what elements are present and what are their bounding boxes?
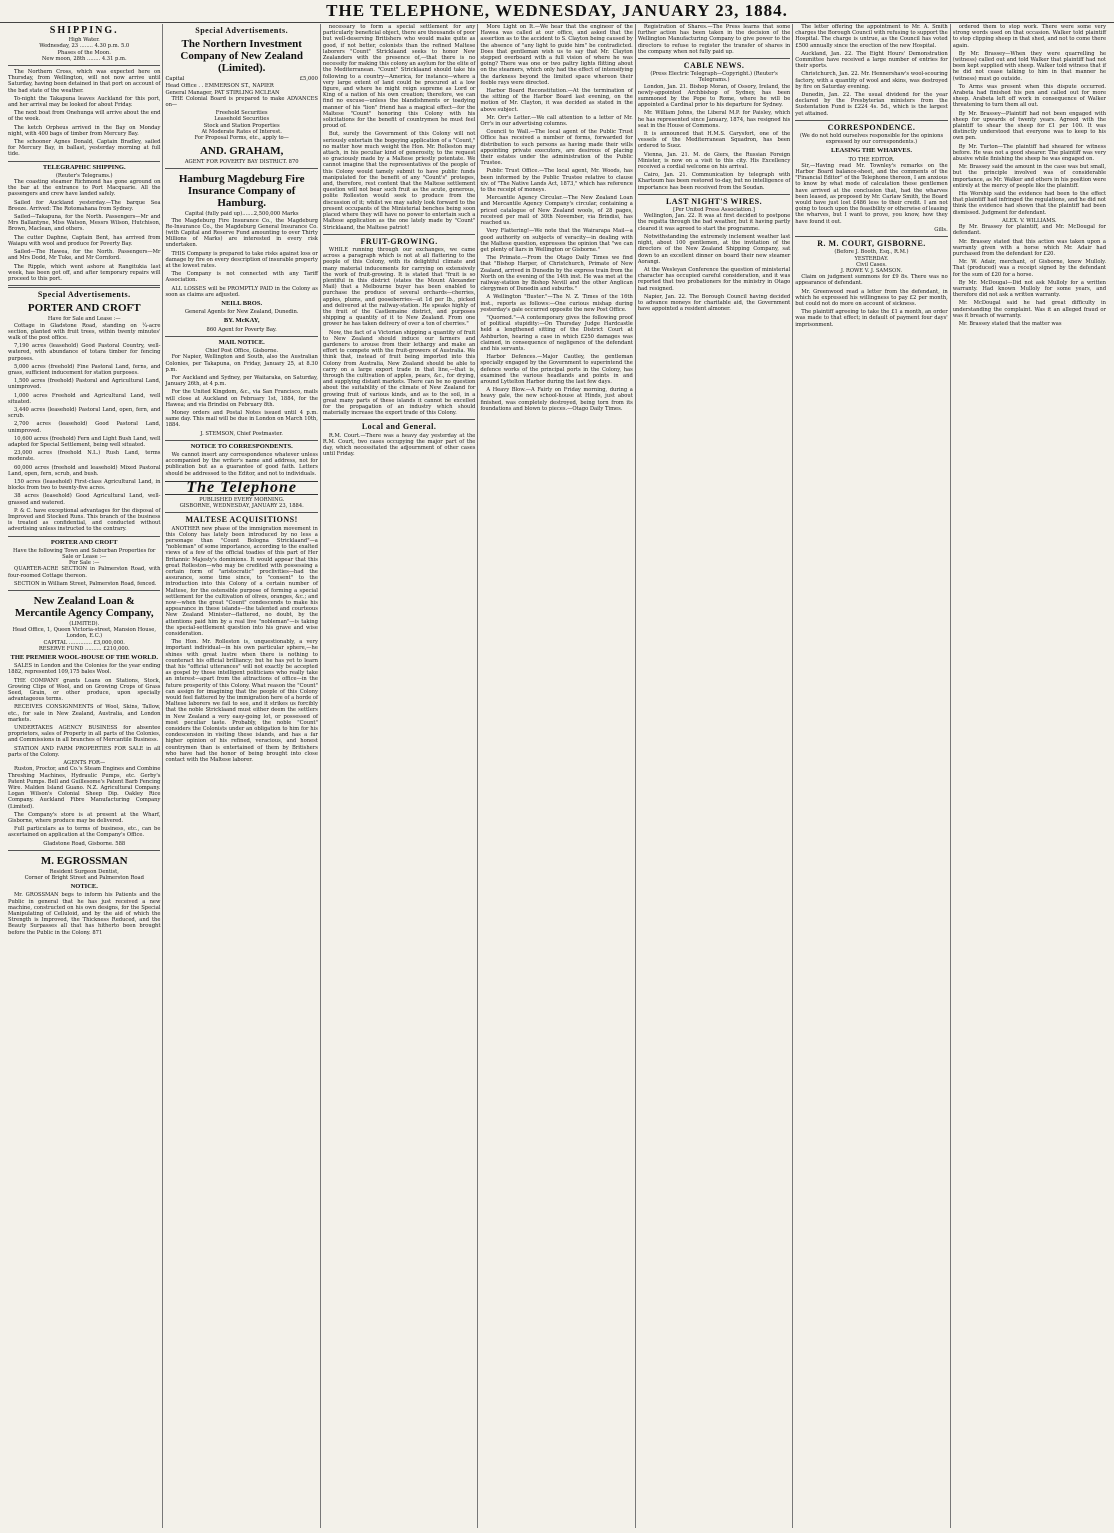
divider — [795, 236, 947, 237]
court-paragraph: Mr. Greenwood read a letter from the defendant, in which he expressed his willingness to pay £2 per month, but could not do more on account of sickness. — [795, 288, 948, 307]
porter-croft-sub-2: Have the following Town and Suburban Properties for Sale or Lease :— — [13, 547, 156, 561]
nz-loan-capital: CAPITAL .............. £3,000,000. — [43, 639, 125, 646]
grossman-notice: NOTICE. — [70, 883, 98, 891]
correspondents-paragraph: We cannot insert any correspondence whatever unless accompanied by the writer's name and address, not for publication but as a guarantee of good faith. Letters should be addressed to the Editor, and not to individuals. — [165, 451, 318, 477]
telegraphic-paragraph: Sailed for Auckland yesterday.—The barque Sea Breeze. Arrived: The Rotomahana from Sydney. — [8, 199, 161, 212]
court-paragraph: By Mr. Brassey for plaintiff, and Mr. McDougal for defendant. — [952, 224, 1107, 237]
local-paragraph: Harbor Board Reconstitution.—At the termination of the sitting of the Harbor Board last evening, on the motion of Mr. Clayton, it was decided as stated in the above subject. — [480, 88, 633, 113]
yesterday-label: YESTERDAY. — [854, 255, 889, 262]
court-paragraph: By Mr. Brassey—Plaintiff had not been engaged with sheep for upwards of twenty years. Agreed with the plaintiff to shear the sheep for £1 per 100. It was distinctly understood that everyone was to keep to his own pen. — [952, 110, 1107, 142]
wires-paragraph: Christchurch, Jan. 22. Mr. Hennershaw's wool-scouring factory, with a quantity of wool and skins, was destroyed by fire on Saturday evening. — [795, 71, 948, 90]
hamburg-capital: Capital (fully paid up).......2,500,000 Marks — [184, 211, 299, 218]
hamburg-paragraph: The Company is not connected with any Tariff Association. — [165, 271, 318, 284]
local-general-heading: Local and General. — [361, 422, 437, 432]
hamburg-agent: BY. McKAY, — [223, 317, 260, 325]
column-6 — [793, 24, 950, 1528]
mail-notice-sub: Chief Post Office, Gisborne. — [205, 348, 279, 355]
telephone-logo: The Telephone — [165, 481, 317, 495]
mail-notice-heading: MAIL NOTICE. — [218, 338, 265, 346]
hamburg-paragraph: THIS Company is prepared to take risks against loss or damage by fire on every description of insurable property at the lowest rates. — [165, 250, 318, 270]
mail-paragraph: For Auckland and Sydney, per Waitaraka, on Saturday, January 26th, at 4 p.m. — [165, 374, 318, 388]
agents-list: Ruston, Proctor, and Co.'s Steam Engines and Combine Threshing Machines, Hydraulic Pumps, etc. Gerby's Patent Pumps. Bell and Guillesome's Patent Barb Fencing Wire. Malden Island Guano. N.Z. Agricultural Company. Logan Wilson's Colonial Sheep Dip. Oakley Rice Company. Auckland Fibre Manufacturing Company (Limited). — [8, 766, 161, 810]
column-3 — [321, 24, 478, 1528]
wires-sub: [Per United Press Association.] — [673, 207, 755, 214]
capital-label: Capital — [165, 76, 185, 83]
divider — [8, 850, 160, 851]
court-paragraph: ordered them to stop work. There were some very strong words used on that occasion. Walker told plaintiff to stop clipping sheep in that shed, and not to come there again. — [952, 24, 1107, 49]
telegraphic-paragraph: Sailed—Takapuna, for the North. Passengers—Mr and Mrs Ballantyne, Miss Watson, Messrs Wilson, Hutchison, Brown, Maclean, and others. — [8, 214, 161, 233]
maltese-heading: MALTESE ACQUISITIONS! — [185, 515, 298, 525]
mail-paragraph: For Napier, Wellington and South, also the Australian Colonies, per Takapuna, on Friday, January 25, at 8.30 p.m. — [165, 354, 318, 373]
nz-loan-office: Head Office, 1, Queen Victoria-street, Mansion House, London, E.C.) — [12, 627, 156, 640]
maltese-paragraph: ANOTHER new phase of the immigration movement in this Colony has lately been introduced by no less a personage than "Count Bologna Stricklaand"—a "nobleman" of some importance, according to the exalted views of a few of the official toadies of this part of Her Britannic Majesty's dominions. It would appear that this great Rolleston—who may be credited with possessing a certain form of "aristocratic" proclivities—had the assurance, some time since, to "consent" to the introduction into this Colony of a certain number of Maltese, for the ostensible purpose of forming a special settlement for the cultivation of olives, oranges, &c.; and now—when the great "Count" condescends to make his appearance in these islands—the talented and courteous New Zealand Minister—flattered, no doubt, by the attentions paid him by a real live "nobleman"—is taking the special-settlement question into his grave and wise consideration. — [165, 525, 318, 638]
local-paragraph: A Wellington "Buster."—The N. Z. Times of the 16th inst., reports as follows:—One curious mishap during yesterday's gale occurred opposite the new Post Office. — [480, 294, 633, 313]
maltese-paragraph: necessary to form a special settlement for any particularly beneficial object, there are thousands of poor but well-deserving Britishers who would make quite as good, if not better, colonists than the refined Maltese laborers "Count" Stricklaand seeks to honor New Zealanders with the presence of,—that there is no necessity for making this colony an asylum for the elite of the Mediterranean. "Count" Stricklaand should take his following to a country—America, for instance—where a very large extent of land could be procured at a low figure, and where he might reign supreme as Lord or King of a nation of his own creation; therefore, we can find no excuse—unless the blandishments or toadying manner of his "lion" friend has a magical effect—for the Maltese "Count" honoring this Colony with his solicitations for the benefit of countrymen he must feel proud of. — [322, 24, 476, 130]
local-paragraph: The Primate.—From the Otago Daily Times we find that "Bishop Harper, of Christchurch, Primate of New Zealand, arrived in Dunedin by the express train from the North on the evening of the 14th inst. He was met at the railway-station by Bishop Nevill and the other Anglican clergymen of Dunedin and suburbs." — [480, 255, 633, 293]
court-paragraph: By Mr. McDougal—Did not ask Mulloly for a written warranty. Had known Mulloly for some years, and therefore did not ask a written warranty. — [952, 279, 1107, 299]
property-item: 1,500 acres (freehold) Pastoral and Agricultural Land, unimproved. — [8, 378, 161, 391]
property-item: 5,000 acres (freehold) Fine Pastoral Land, ferns, and grass, sufficient inducement for station purposes. — [8, 363, 161, 376]
shipping-paragraph: The ketch Orpheus arrived in the Bay on Monday night, with 400 bags of timber from Mercury Bay. — [8, 124, 161, 137]
court-paragraph: Mr. McDougal said he had great difficulty in understanding the complaint. Was it an alleged fraud or was it breach of warranty. — [952, 300, 1107, 319]
cable-paragraph: Mr. William Johns, the Liberal M.P. for Paisley, which he has represented since January, 1874, has resigned his seat in the House of Commons. — [637, 110, 791, 129]
telegraphic-paragraph: The coasting steamer Richmond has gone aground on the bar at the entrance to Port Macquarie. All the passengers and crew have landed safely. — [8, 179, 161, 198]
special-ads-heading: Special Advertisements. — [195, 26, 289, 35]
local-paragraph: More Light on It.—We hear that the engineer of the Hawea was called at our office, and asked that the assertion as to the accident to S. Clayton being caused by the absence of "any light to guide him" be contradicted. Does that gentleman wish us to say that Mr. Clayton stepped overboard with a full vision of where he was going? There was one or two paltry lights flitting about on the steamers, which only had the effect of intensifying the darkness beyond the limited space whereon their feeble rays were directed. — [480, 24, 633, 86]
local-paragraph: R.M. Court.—There was a heavy day yesterday at the R.M. Court, two cases occupying the major part of the day, which necessitated the adjournment of other cases until Friday. — [322, 432, 476, 458]
to-the-editor: TO THE EDITOR. — [848, 156, 895, 163]
letter-paragraph: Sir,—Having read Mr. Townley's remarks on the Harbor Board balance-sheet, and the comments of the "Financial Editor" of the Telephone thereon, I am anxious to know by what mode of calculation these gentlemen have arrived at the conclusion that, had the wharves been leased, as proposed by Mr. Carlaw Smith, the Board would have just lost £486 less to their credit. I am not going to touch upon the feasibility or otherwise of leasing the wharves, but I want to prove, you know, how they have found it out. — [795, 162, 948, 225]
property-item: 7,190 acres (leasehold) Good Pastoral Country, well-watered, with abundance of totara timber for fencing purposes. — [8, 343, 161, 362]
mail-paragraph: Money orders and Postal Notes issued until 4 p.m. same day. This mail will be due in London on March 10th, 1884. — [165, 409, 318, 429]
divider — [8, 536, 160, 537]
column-4 — [478, 24, 635, 1528]
telegraphic-paragraph: The cutter Daphne, Captain Bent, has arrived from Waiapu with wool and produce for Poverty Bay. — [8, 234, 161, 247]
local-paragraph: Mercantile Agency Circular.—The New Zealand Loan and Mercantile Agency Company's circular, containing a priced catalogue of New Zealand wools, of 28 pages, received per mail of 30th November, via Brindisi, has reached us. — [480, 195, 633, 227]
grossman-address: Corner of Bright Street and Palmerston Road — [24, 874, 144, 881]
court-paragraph: By Mr. Brassey—When they were quarrelling he (witness) called out and told Walker that plaintiff had not been kept supplied with sheep. Walker told witness that if he did not cease talking to him in that manner he (witness) must go outside. — [952, 50, 1107, 82]
letter-signature: Gills. — [934, 226, 948, 233]
court-paragraph: Mr. Brassey said the amount in the case was but small, but the principle involved was of considerable importance, as Mr. Walker and others in his position were entirely at the mercy of people like the plaintiff. — [952, 164, 1107, 189]
local-paragraph: "Quorned."—A contemporary gives the following proof of political stupidity:—On Thursday Judge Hardcastle held a lengthened sitting of the District Court at Ashburton, hearing a case in which £250 damages was claimed, in consequence of negligence of the defendant and his servants. — [480, 314, 633, 352]
cable-news-sub: (Press Electric Telegraph—Copyright.) (Reuter's Telegrams.) — [650, 71, 778, 84]
nz-loan-limited: (LIMITED). — [69, 621, 100, 628]
property-item: 38 acres (leasehold) Good Agricultural Land, well-grassed and watered. — [8, 493, 161, 506]
local-paragraph: Registration of Shares.—The Press learns that some further action has been taken in the decision of the Wellington Manufacturing Company to give power to the directors to refuse to register the transfer of shares in the company when not fully paid up. — [637, 24, 791, 55]
cable-paragraph: Cairo, Jan. 21. Communication by telegraph with Khartoum has been restored to-day, but no intelligence of importance has been received from the Soudan. — [637, 172, 791, 191]
divider — [795, 120, 947, 121]
property-item: Cottage in Gladstone Road, standing on ¼-acre section, planted with fruit trees, within twenty minutes' walk of the post office. — [8, 322, 161, 341]
correspondents-heading: NOTICE TO CORRESPONDENTS. — [190, 442, 293, 450]
telegraphic-paragraph: Sailed—The Hawea, for the North. Passengers—Mr and Mrs Dodd, Mr Tuke, and Mr Cornford. — [8, 249, 161, 262]
divider — [8, 590, 160, 591]
grossman-sub: Resident Surgeon Dentist, — [49, 868, 119, 875]
court-paragraph: By Mr. Turton—The plaintiff had sheared for witness before. He was not a good shearer. The plaintiff was very abusive while finishing the sheep he was engaged on. — [952, 143, 1107, 163]
security-item: Leasehold Securities — [214, 116, 270, 123]
court-paragraph: Claim on judgment summons for £9 8s. There was no appearance of defendant. — [795, 274, 948, 287]
property-item: QUARTER-ACRE SECTION in Palmerston Road, with four-roomed Cottage thereon. — [8, 566, 161, 579]
mail-paragraph: For the United Kingdom, &c., via San Francisco, mails will close at Auckland on February 1st, 1884, for the Hawea; and via Brindisi on February 8th. — [165, 389, 318, 408]
wires-paragraph: The letter offering the appointment to Mr. A. Smith charges the Borough Council with refusing to support the Hospital. The charge is untrue, as the Council has voted £500 annually since the erection of the new Hospital. — [795, 24, 948, 49]
capital-value: £5,000 — [299, 76, 318, 83]
security-item: At Moderate Rates of Interest. — [201, 128, 282, 135]
grossman-title: M. EGROSSMAN — [40, 854, 128, 867]
wires-paragraph: At the Wesleyan Conference the question of ministerial character has occupied careful consideration, and it was reported that two probationers for the ministry in Otago had resigned. — [637, 266, 791, 292]
divider — [165, 168, 317, 169]
court-paragraph: His Worship said the evidence had been to the effect that plaintiff had infringed the regulations, and he did not think the evidence had shown that the plaintiff had been dismissed. Judgment for defendant. — [952, 191, 1107, 216]
correspondence-heading: CORRESPONDENCE. — [827, 122, 916, 132]
general-manager: General Manager, PAT STIRLING MCLEAN — [165, 89, 280, 96]
newspaper-columns — [6, 24, 1108, 1528]
northern-paragraph: THE Colonial Board is prepared to make ADVANCES on— — [165, 95, 318, 109]
court-paragraph: Mr. W. Adair, merchant, of Gisborne, knew Mulloly. That (produced) was a receipt signed by the defendant for the sum of £20 for a horse. — [952, 259, 1107, 278]
civil-cases-label: Civil Cases. — [856, 261, 887, 268]
wires-paragraph: Dunedin, Jan. 22. The usual dividend for the year declared by the Presbyterian ministers from the Sustentation Fund is £224 4s. 5d., which is the largest yet attained. — [795, 92, 948, 117]
grossman-paragraph: Mr. GROSSMAN begs to inform his Patients and the Public in general that he has just received a new machine, constructed on his own designs, for the Special Manipulating of Celluloid, and by the aid of which the Strength is Improved, the Thickness Reduced, and the Beauty Surpasses all that has hitherto been brought before the Public in the Colony. 871 — [8, 892, 161, 936]
divider — [8, 161, 160, 162]
divider — [165, 440, 317, 441]
divider — [323, 419, 475, 420]
fruit-paragraph: WHILE running through our exchanges, we came across a paragraph which is not at all flattering to the people of this Colony, with its delightful climate and many material inducements for carrying on extensively the work of fruit-growing. It is stated that "fruit is so plentiful in this district (states the Mount Alexander Mail) that a Melbourne buyer has been enabled to purchase the produce of several orchards—cherries, apples, plums, and gooseberries—at 1d per lb., picked and delivered at the railway-station. He speaks highly of the fruit of the Castlemaine district, and purposes shipping a quantity of it to New Zealand. From one grower he has taken delivery of over a ton of cherries." — [322, 246, 476, 328]
hamburg-paragraph: The Magdeburg Fire Insurance Co., the Magdeburg Re-Insurance Co., the Magdeburg General Insurance Co. (with Capital and Reserve Fund amounting to over Thirty Millions of Marks) are interested in every risk undertaken. — [165, 217, 318, 249]
shipping-heading: SHIPPING. — [49, 25, 119, 36]
property-item: 150 acres (leasehold) First-class Agricultural Land, in blocks from two to twenty-five acres. — [8, 478, 161, 492]
wires-paragraph: Wellington, Jan. 22. It was at first decided to postpone the regatta through the bad weather, but it having partly cleared it was agreed to start the programme. — [637, 213, 791, 232]
cable-paragraph: London, Jan. 21. Bishop Moran, of Ossory, Ireland, the newly-appointed Archbishop of Sydney, has been summoned by the Pope to Rome, where he will be appointed a Cardinal prior to his departure for Sydney. — [637, 83, 791, 109]
shipping-paragraph: The schooner Agnes Donald, Captain Bradley, sailed for Mercury Bay, in ballast, yesterday morning at full tide. — [8, 139, 161, 158]
moon-line: New moon, 28th ........ 4.31 p.m. — [41, 55, 127, 62]
telegraphic-paragraph: The Ripple, which went ashore at Rangitukia last week, has been got off, and after temporary repairs will proceed to this port. — [8, 263, 161, 282]
local-paragraph: Harbor Defences.—Major Cautley, the gentleman specially engaged by the Government to superintend the defence works of the principal ports in the Colony, has examined the various headlands and points in and around Lyttelton Harbor during the last few days. — [480, 354, 633, 385]
rm-court-sub: (Before J. Booth, Esq., R.M.) — [834, 249, 909, 256]
agents-heading: AGENTS FOR— — [63, 760, 106, 767]
porter-note: P. & C. have exceptional advantages for the disposal of Improved and Stocked Runs. This branch of the business is treated as confidential, and conducted without advertising unless instructed to the contrary. — [8, 507, 161, 533]
rm-court-heading: R. M. COURT, GISBORNE. — [817, 239, 926, 249]
cable-paragraph: It is announced that H.M.S. Carysfort, one of the vessels of the Mediterranean Squadron, has been ordered to Suez. — [637, 131, 791, 150]
security-item: Stock and Station Properties — [203, 122, 280, 129]
nz-loan-paragraph: STATION AND FARM PROPERTIES FOR SALE in all parts of the Colony. — [8, 745, 161, 758]
case-title: J. ROWE V. J. SAMSON. — [840, 267, 903, 274]
property-item: 10,600 acres (freehold) Fern and Light Bush Land, well adapted for Special Settlement, being well situated. — [8, 435, 161, 448]
special-ads-heading: Special Advertisements. — [37, 290, 131, 300]
postmaster-signature: J. STEMSON, Chief Postmaster. — [200, 430, 283, 437]
correspondence-disclaimer: (We do not hold ourselves responsible for the opinions expressed by our correspondents.) — [799, 133, 944, 146]
proposal-forms: For Proposal Forms, etc., apply to— — [194, 135, 289, 142]
porter-croft-title-2: PORTER AND CROFT — [50, 538, 118, 546]
wires-paragraph: Notwithstanding the extremely inclement weather last night, about 100 gentlemen, at the invitation of the directors of the New Zealand Shipping Company, sat down to an excellent dinner on board their new steamer Aorangi. — [637, 233, 791, 265]
local-paragraph: Mr. Orr's Letter.—We call attention to a letter of Mr. Orr's in our advertising columns. — [480, 114, 633, 128]
agent-name: AND. GRAHAM, — [199, 145, 284, 158]
dateline: GISBORNE, WEDNESDAY, JANUARY 23, 1884. — [179, 503, 304, 510]
cable-news-heading: CABLE NEWS. — [683, 61, 745, 71]
nz-loan-address: Gladstone Road, Gisborne. 588 — [43, 840, 126, 847]
local-paragraph: Council to Wall.—The local agent of the Public Trust Office has received a number of forms, forwarded for distribution to such persons as having made their wills appointing private executors, are desirous of placing their estates under the administration of the Public Trustee. — [480, 129, 633, 167]
nz-loan-paragraph: The Company's store is at present at the Wharf, Gisborne, where produce may be delivered. — [8, 811, 161, 824]
column-7 — [951, 24, 1108, 1528]
cable-paragraph: Vienna, Jan. 21. M. de Giers, the Russian Foreign Minister, is now on a visit to this city. His Excellency received a cordial welcome on his arrival. — [637, 151, 791, 171]
head-office: Head Office . . EMMERSON ST., NAPIER — [165, 83, 274, 90]
property-item: 3,440 acres (leasehold) Pastoral Land, open, fern, and scrub. — [8, 406, 161, 420]
telegraphic-sub: (Reuter's Telegrams.) — [55, 172, 113, 179]
court-paragraph: To Arms was present when this dispute occurred. Arabeta had finished his pen and called out for more sheep. Arabeta left off work in consequence of Walker threatening to turn them all out. — [952, 83, 1107, 109]
divider — [8, 65, 160, 66]
hamburg-agent-line: 860 Agent for Poverty Bay. — [206, 326, 277, 333]
maltese-paragraph: But, surely the Government of this Colony will not seriously entertain the bogeying application of a "Count," no matter how much weight the Hon. Mr. Rolleston may attach, in his peculiar kind of generosity, to the request so graciously made by a Maltese priestly potentate. We cannot imagine that the representatives of the people of this Colony would tamely submit to have public funds manipulated for the benefit of any "Count's" proteges, and, therefore, rest content that the Maltese settlement question will not bear such fruit as the acute, generous, polite Rolleston would seek to produce from the discussion of it; whilst we may safely look forward to the present occupants of the Ministerial benches being soon placed where they will have no power to entertain such a Maltese application as the one lately made by "Count" Stricklaand, the Maltese patriot! — [322, 131, 476, 231]
high-water-label: High Water. — [68, 37, 100, 44]
column-5 — [636, 24, 793, 1528]
tide-line: Wednesday, 23 ........ 4.30 p.m. 5.0 — [39, 43, 130, 50]
court-paragraph: Mr. Brassey stated that the matter was — [958, 320, 1062, 327]
nz-loan-paragraph: Full particulars as to terms of business, etc., can be ascertained on application at the Company's Office. — [8, 826, 161, 839]
column-2 — [163, 24, 320, 1528]
column-1 — [6, 24, 163, 1528]
moon-phases-label: Phases of the Moon. — [57, 49, 111, 56]
local-paragraph: Public Trust Office.—The local agent, Mr. Woods, has been informed by the Public Trustee relative to clause xiv. of "The Native Lands Act, 1873," which has reference to the receipt of moneys. — [480, 168, 633, 194]
nz-loan-paragraph: SALES in London and the Colonies for the year ending 1882, represented 109,175 bales Wool. — [8, 663, 161, 676]
fruit-paragraph: Now, the fact of a Victorian shipping a quantity of fruit to New Zealand should induce our farmers and gardeners to arouse from their lethargy and make an effort to compete with the fruit-growers of Australia. We think that, instead of fruit being imported into this Colony from Australia, New Zealand should be able to carry on a large export trade in that line,—that is, through the cultivation of apples, pears, &c., for drying, and supplying distant markets. There can be no question about the suitability of the climate of New Zealand for growing fruit of various kinds, and as to the soil, in a great many parts of these islands it cannot be excelled for the propagation of an industry which should materially increase the export trade of this Colony. — [322, 329, 476, 417]
agent-line: AGENT FOR POVERTY BAY DISTRICT. 870 — [184, 159, 299, 166]
property-item: 60,000 acres (freehold and leasehold) Mixed Pastoral Land, open, fern, scrub, and bush. — [8, 464, 161, 477]
wires-paragraph: Auckland, Jan. 22. The Eight Hours' Demonstration Committee have received a large number of entries for their sports. — [795, 50, 948, 70]
shipping-paragraph: The next boat from Onehunga will arrive about the end of the week. — [8, 110, 161, 123]
last-nights-wires-heading: LAST NIGHT'S WIRES. — [665, 196, 763, 206]
property-item: 1,000 acres Freehold and Agricultural Land, well situated. — [8, 392, 161, 405]
divider — [638, 58, 790, 59]
maltese-paragraph: The Hon. Mr. Rolleston is, unquestionably, a very important individual—in his own particular sphere,—he shines with great lustre when there is nothing to counteract his official brilliancy; but he has yet to learn that his "official utterances" will not exactly be accepted as gospel by those intelligent politicians who really take an interest—apart from the attractions of office—in the future prosperity of this Colony. What reason the "Count" can assign for imagining that the people of this Colony would feel flattered by the immigration here of a horde of Maltese laborers we fail to see, and it strikes us forcibly that the noble Stricklaand must either deem the settlers in New Zealand a very easy-going lot, or possessed of most peculiar taste. Probably, the noble "Count" considers the Colonists under an obligation to him for his condescension in visiting these islands, and has a far higher opinion of his refined, veracious, and honest countrymen than is entertained of them by Britishers who have had the honor of being brought into close contact with the Maltese laborer. — [165, 639, 318, 764]
hamburg-agent: NEILL BROS. — [221, 300, 263, 308]
case-title: ALEX. V. WILLIAMS. — [1002, 217, 1057, 224]
court-paragraph: Mr. Brassey stated that this action was taken upon a warranty given with a horse which Mr. Adair had purchased from the defendant for £20. — [952, 238, 1107, 257]
nz-loan-paragraph: THE COMPANY grants Loans on Stations, Stock, Growing Clips of Wool, and on Growing Crops of Grass Seed, Grain, or other produce, upon specially advantageous terms. — [8, 677, 161, 703]
hamburg-title: Hamburg Magdeburg Fire Insurance Company of Hamburg. — [178, 173, 305, 210]
porter-croft-sub: Have for Sale and Lease :— — [47, 316, 121, 323]
shipping-paragraph: To-night the Takapuna leaves Auckland for this port, and her arrival may be looked for about Friday. — [8, 95, 161, 109]
court-paragraph: The plaintiff agreeing to take the £1 a month, an order was made to that effect; in default of payment four days' imprisonment. — [795, 309, 948, 328]
nz-loan-paragraph: UNDERTAKES AGENCY BUSINESS for absentee proprietors, sales of Property in all parts of the Colonies, and Commissions in all branches of Mercantile Business. — [8, 725, 161, 744]
security-item: Freehold Securities — [215, 110, 268, 117]
northern-investment-title: The Northern Investment Company of New Zealand (Limited). — [180, 38, 303, 75]
shipping-paragraph: The Northern Cross, which was expected here on Thursday, from Wellington, will not now arrive until Saturday, having been detained in that port on account of the bad state of the weather. — [8, 69, 161, 94]
local-paragraph: Very Flattering!—We note that the Wairarapa Mail—a good authority on subjects of veracity—in dealing with the Maltese question, expresses the opinion that "we can get plenty of liars in Wellington or Gisborne." — [480, 228, 633, 253]
for-sale-label: For Sale :— — [68, 560, 100, 567]
nz-loan-reserve: RESERVE FUND .......... £210,000. — [38, 645, 130, 652]
hamburg-agent-line: General Agents for New Zealand, Dunedin. — [184, 309, 299, 316]
masthead: THE TELEPHONE, WEDNESDAY, JANUARY 23, 1884. — [0, 0, 1114, 23]
fruit-growing-heading: FRUIT-GROWING. — [360, 236, 438, 246]
capital-row — [165, 76, 317, 82]
premier-wool-heading: THE PREMIER WOOL-HOUSE OF THE WORLD. — [10, 654, 158, 662]
hamburg-paragraph: ALL LOSSES will be PROMPTLY PAID in the Colony as soon as claims are adjusted. — [165, 285, 318, 298]
local-paragraph: A Heavy Blow.—A Fairly on Friday morning, during a heavy gale, the new school-house at Hinds, just about finished, was completely destroyed, being torn from its foundations and blown to pieces.—Otago Daily Times. — [480, 387, 633, 412]
leasing-wharves-heading: LEASING THE WHARVES. — [830, 147, 912, 155]
divider — [165, 336, 317, 337]
porter-croft-title: PORTER AND CROFT — [27, 302, 141, 315]
divider — [8, 285, 160, 288]
nz-loan-paragraph: RECEIVES CONSIGNMENTS of Wool, Skins, Tallow, etc., for sale in New Zealand, Australia, and London markets. — [8, 704, 161, 723]
published-line: PUBLISHED EVERY MORNING. — [199, 496, 285, 503]
divider — [165, 512, 317, 513]
wires-paragraph: Napier, Jan. 22. The Borough Council having decided to advance moneys for charitable aid, the Government have appointed a resident almoner. — [637, 293, 791, 313]
property-item: 23,000 acres (freehold N.L.) Rush Land, terms moderate. — [8, 450, 161, 463]
nz-loan-title: New Zealand Loan & Mercantile Agency Company, — [14, 595, 154, 620]
divider — [638, 194, 790, 195]
property-item: 2,700 acres (leasehold) Good Pastoral Land, unimproved. — [8, 421, 161, 434]
property-item: SECTION in William Street, Palmerston Road, fenced. — [14, 580, 157, 587]
telegraphic-heading: TELEGRAPHIC SHIPPING. — [42, 163, 126, 171]
divider — [323, 234, 475, 235]
